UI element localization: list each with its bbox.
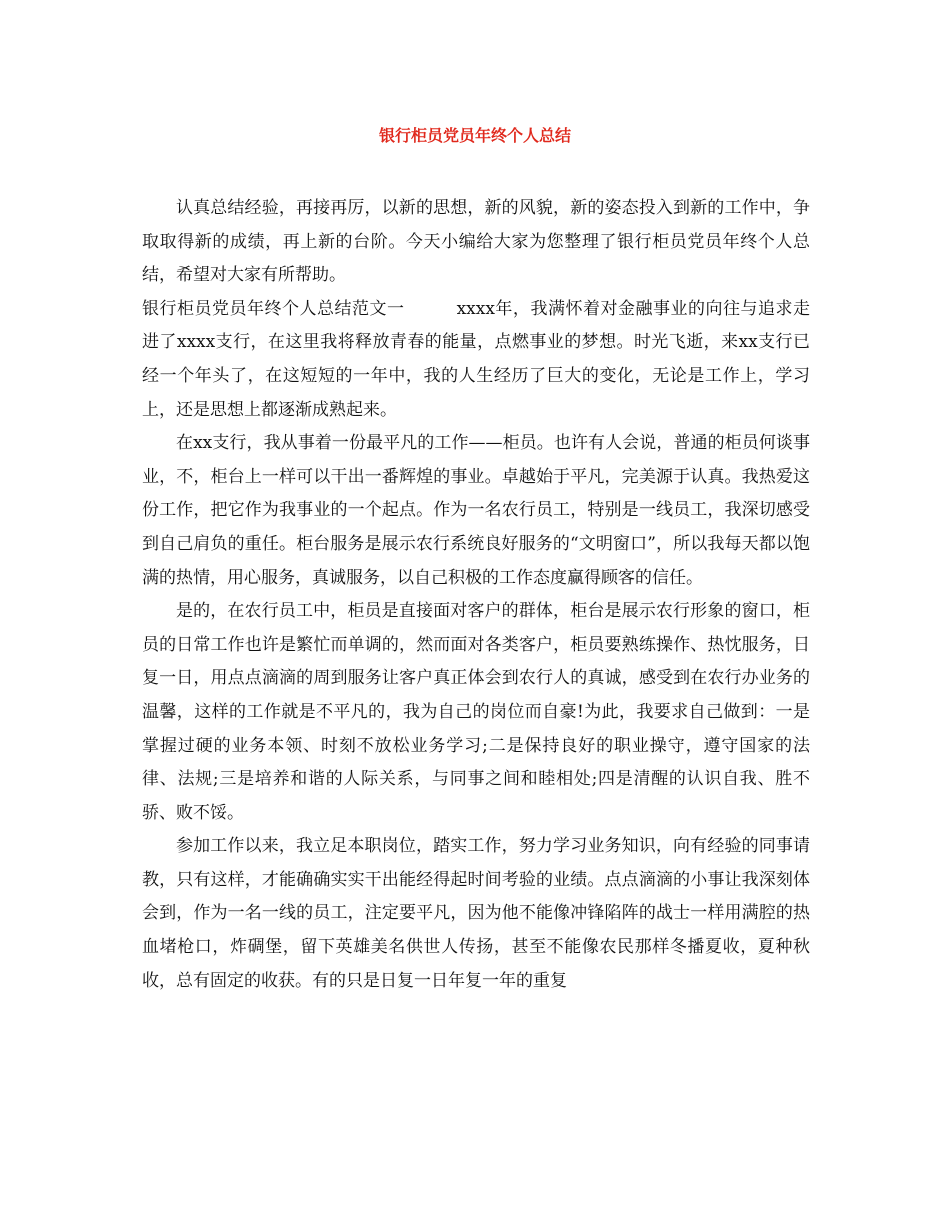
document-title: 银行柜员党员年终个人总结 <box>378 126 571 145</box>
section-first-paragraph: xxxx年，我满怀着对金融事业的向往与追求走进了xxxx支行，在这里我将释放青春的能量，点燃事业的梦想。时光飞逝，来xx支行已经一个年头了，在这短短的一年中，我的人生经历了巨大的变化，无论是工作上，学习上，还是思想上都逐渐成熟起来。 <box>142 298 811 420</box>
body-paragraph: 是的，在农行员工中，柜员是直接面对客户的群体，柜台是展示农行形象的窗口，柜员的日常工作也许是繁忙而单调的，然而面对各类客户，柜员要熟练操作、热忱服务，日复一日，用点点滴滴的周到服务让客户真正体会到农行人的真诚，感受到在农行办业务的温馨，这样的工作就是不平凡的，我为自己的岗位而自豪!为此，我要求自己做到：一是掌握过硬的业务本领、时刻不放松业务学习;二是保持良好的职业操守，遵守国家的法律、法规;三是培养和谐的人际关系，与同事之间和睦相处;四是清醒的认识自我、胜不骄、败不馁。 <box>142 601 810 823</box>
section-heading: 银行柜员党员年终个人总结范文一 <box>142 298 405 319</box>
body-paragraph: 在xx支行，我从事着一份最平凡的工作——柜员。也许有人会说，普通的柜员何谈事业，不，柜台上一样可以干出一番辉煌的事业。卓越始于平凡，完美源于认真。我热爱这份工作，把它作为我事业的一个起点。作为一名农行员工，特别是一线员工，我深切感受到自己肩负的重任。柜台服务是展示农行系统良好服务的“文明窗口”，所以我每天都以饱满的热情，用心服务，真诚服务，以自己积极的工作态度赢得顾客的信任。 <box>142 433 810 588</box>
document-body <box>142 192 810 998</box>
intro-paragraph: 认真总结经验，再接再厉，以新的思想，新的风貌，新的姿态投入到新的工作中，争取取得新的成绩，再上新的台阶。今天小编给大家为您整理了银行柜员党员年终个人总结，希望对大家有所帮助。 <box>142 198 810 286</box>
section-paragraph <box>142 293 810 427</box>
body-paragraph: 参加工作以来，我立足本职岗位，踏实工作，努力学习业务知识，向有经验的同事请教，只有这样，才能确确实实干出能经得起时间考验的业绩。点点滴滴的小事让我深刻体会到，作为一名一线的员工，注定要平凡，因为他不能像冲锋陷阵的战士一样用满腔的热血堵枪口，炸碉堡，留下英雄美名供世人传扬，甚至不能像农民那样冬播夏收，夏种秋收，总有固定的收获。有的只是日复一日年复一年的重复 <box>142 836 810 991</box>
